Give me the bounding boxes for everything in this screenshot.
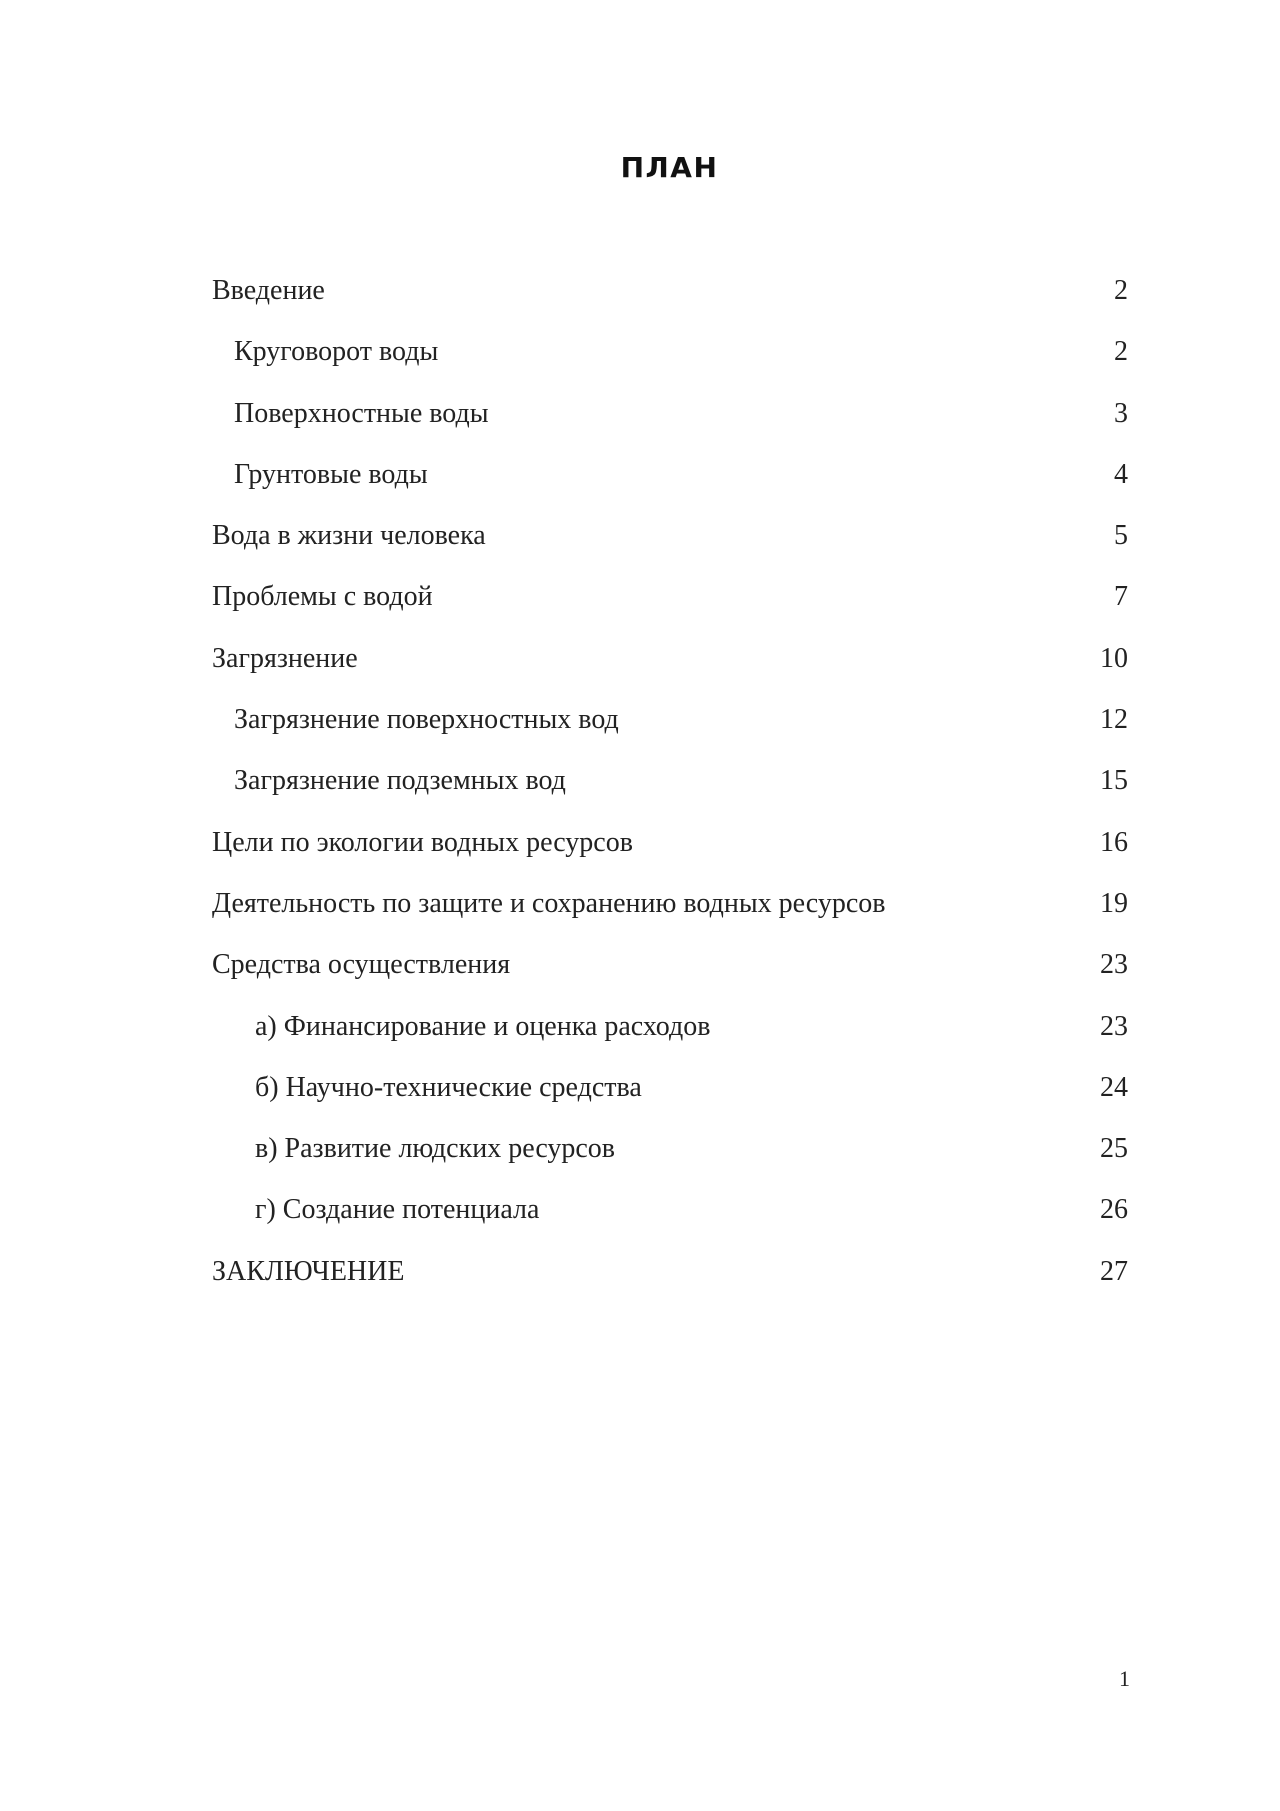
toc-entry-label: Поверхностные воды (234, 397, 489, 429)
toc-entry-label: Средства осуществления (212, 949, 511, 981)
toc-entry (212, 822, 1128, 883)
toc-entry-label: Деятельность по защите и сохранению водных ресурсов (212, 887, 886, 919)
toc-entry (212, 393, 1128, 454)
toc-entry-page: 15 (1100, 765, 1128, 797)
toc-entry-label: Загрязнение (212, 642, 358, 674)
toc-entry-label: в) Развитие людских ресурсов (255, 1133, 616, 1165)
page-number: 1 (1119, 1666, 1130, 1691)
toc-entry (212, 944, 1128, 1005)
toc-entry-page: 4 (1114, 458, 1128, 490)
toc-entry-label: г) Создание потенциала (255, 1194, 540, 1226)
toc-entry (212, 1251, 1128, 1312)
toc-entry (212, 638, 1128, 699)
toc-entry-page: 2 (1114, 275, 1128, 306)
toc-entry-label: Введение (212, 275, 325, 306)
toc-entry-page: 3 (1114, 397, 1128, 429)
toc-entry (212, 1128, 1128, 1189)
toc-entry-label: Загрязнение подземных вод (234, 765, 566, 797)
toc-entry-page: 26 (1100, 1194, 1128, 1226)
toc-entry (212, 699, 1128, 760)
table-of-contents (212, 270, 1128, 1312)
toc-entry (212, 331, 1128, 392)
toc-entry-page: 27 (1100, 1255, 1128, 1287)
toc-entry (212, 1189, 1128, 1250)
toc-entry-page: 5 (1114, 520, 1128, 552)
toc-entry-page: 12 (1100, 704, 1128, 736)
toc-entry-label: Круговорот воды (234, 336, 439, 368)
toc-entry (212, 883, 1128, 944)
toc-entry-page: 2 (1114, 336, 1128, 368)
toc-entry-page: 16 (1100, 826, 1128, 858)
toc-entry-label: Проблемы с водой (212, 581, 433, 613)
toc-entry (212, 760, 1128, 821)
toc-entry (212, 270, 1128, 331)
toc-entry (212, 454, 1128, 515)
toc-entry-label: Вода в жизни человека (212, 520, 486, 552)
toc-entry-page: 23 (1100, 1010, 1128, 1042)
toc-entry-page: 7 (1114, 581, 1128, 613)
toc-entry-label: Цели по экологии водных ресурсов (212, 826, 633, 858)
toc-entry (212, 1006, 1128, 1067)
toc-entry-label: б) Научно-технические средства (255, 1071, 642, 1103)
toc-entry-label: ЗАКЛЮЧЕНИЕ (212, 1255, 405, 1287)
toc-entry-label: Грунтовые воды (234, 458, 428, 490)
toc-entry-page: 10 (1100, 642, 1128, 674)
toc-entry-page: 23 (1100, 949, 1128, 981)
toc-entry-label: Загрязнение поверхностных вод (234, 704, 619, 736)
toc-entry-page: 19 (1100, 887, 1128, 919)
toc-entry (212, 1067, 1128, 1128)
page-title: ПЛАН (620, 151, 719, 184)
toc-entry-page: 24 (1100, 1071, 1128, 1103)
toc-entry-label: а) Финансирование и оценка расходов (255, 1010, 711, 1042)
toc-entry (212, 515, 1128, 576)
toc-entry-page: 25 (1100, 1133, 1128, 1165)
toc-entry (212, 576, 1128, 637)
